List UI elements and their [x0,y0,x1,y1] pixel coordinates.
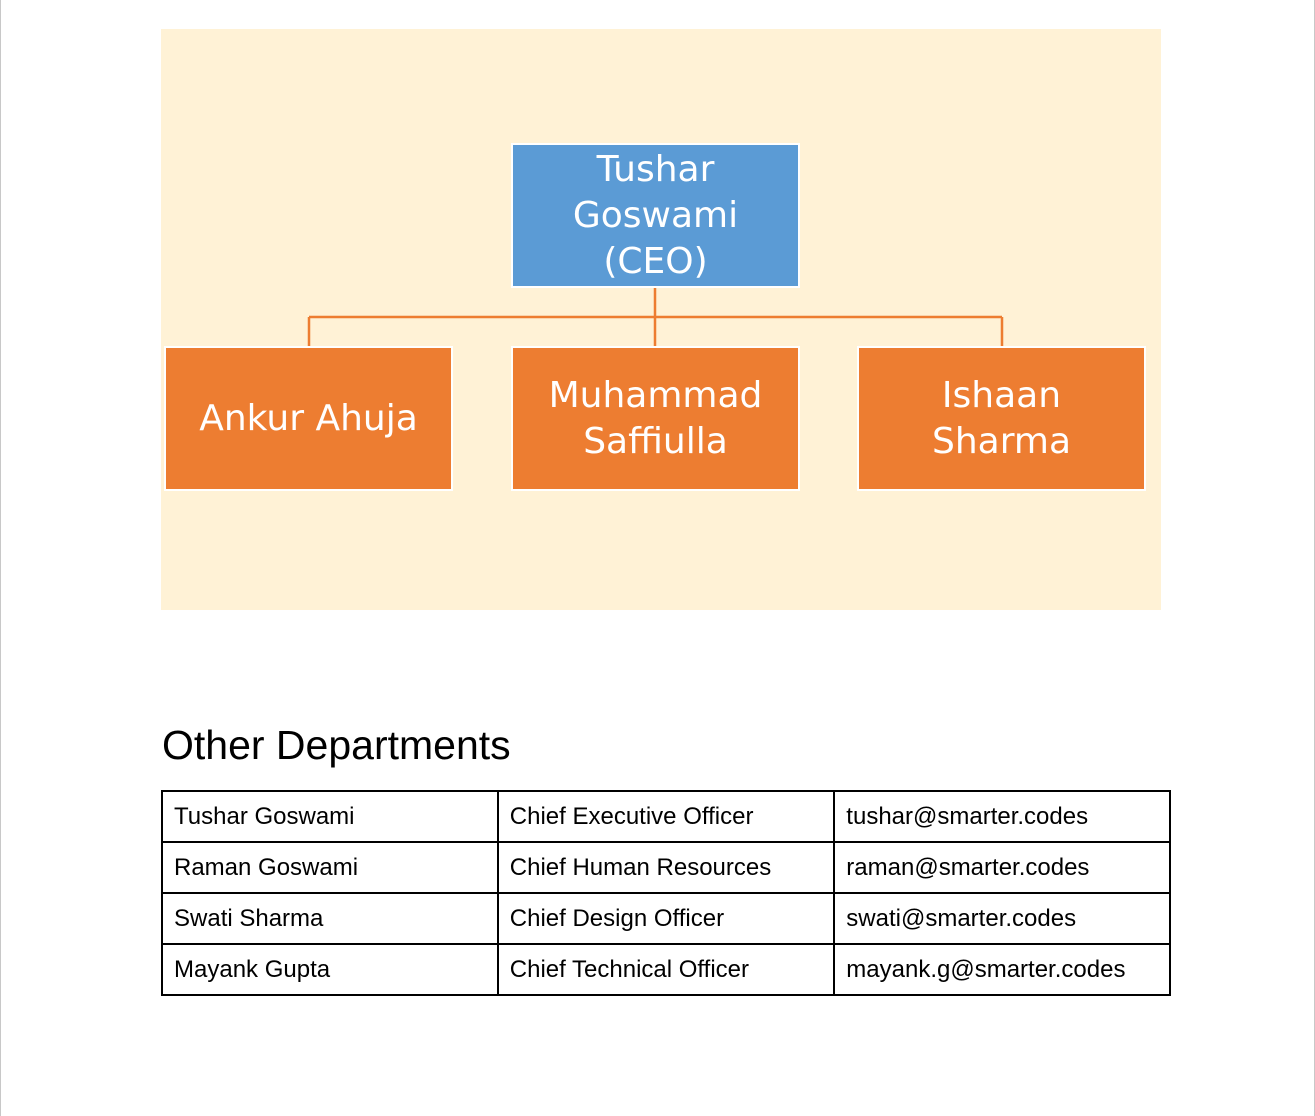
cell-role[interactable]: Chief Technical Officer [498,944,835,995]
org-chart [161,29,1161,610]
section-title: Other Departments [162,722,511,768]
org-node-report-3[interactable] [857,346,1146,491]
cell-role[interactable]: Chief Human Resources [498,842,835,893]
table-row [162,893,1170,944]
org-node-report-1[interactable] [164,346,453,491]
table-row [162,791,1170,842]
cell-role[interactable]: Chief Design Officer [498,893,835,944]
org-node-ceo[interactable] [511,143,800,288]
table-row [162,842,1170,893]
cell-email[interactable]: swati@smarter.codes [834,893,1170,944]
cell-email[interactable]: mayank.g@smarter.codes [834,944,1170,995]
org-connector-lines [161,29,1161,610]
org-node-report-2[interactable] [511,346,800,491]
cell-email[interactable]: raman@smarter.codes [834,842,1170,893]
org-node-report-3-label: Ishaan Sharma [931,374,1072,462]
table-row [162,944,1170,995]
org-node-report-1-label: Ankur Ahuja [199,397,418,439]
cell-name[interactable]: Swati Sharma [162,893,498,944]
cell-name[interactable]: Mayank Gupta [162,944,498,995]
cell-name[interactable]: Raman Goswami [162,842,498,893]
org-node-report-2-label: Muhammad Saffiulla [548,374,763,462]
org-node-ceo-label: Tushar Goswami (CEO) [572,148,739,282]
departments-table [161,790,1171,996]
cell-email[interactable]: tushar@smarter.codes [834,791,1170,842]
cell-name[interactable]: Tushar Goswami [162,791,498,842]
cell-role[interactable]: Chief Executive Officer [498,791,835,842]
